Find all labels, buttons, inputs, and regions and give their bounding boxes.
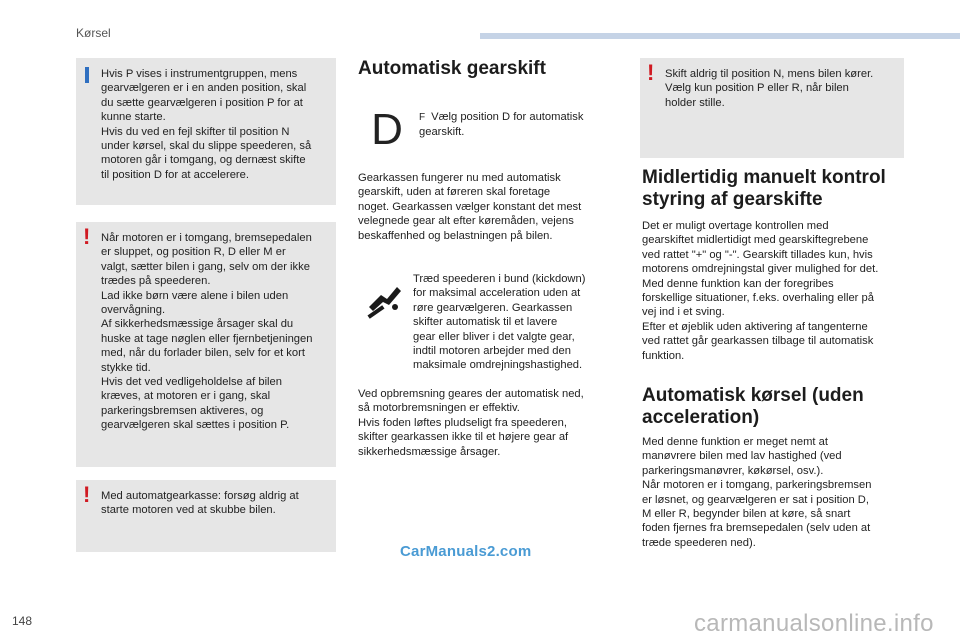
heading-manuelt-kontrol: Midlertidig manuelt kontrol styring af gearskifte <box>642 167 886 210</box>
warning-icon: ! <box>647 60 655 85</box>
paragraph-opbremsning: Ved opbremsning geares der automatisk ned, så motorbremsningen er effektiv. Hvis foden løftes pludseligt fra speederen, skifter gearkassen ikke til et højere gear af sikkerhedsmæssige årsager. <box>358 388 584 458</box>
warning-box-position-n <box>640 58 904 158</box>
paragraph-gearkassen: Gearkassen fungerer nu med automatisk gearskift, uden at føreren skal foretage noget. Gearkassen vælger konstant det mest velegnede gear alt efter køremåden, vejens beskaffenhed og belastningen på bilen. <box>358 172 582 242</box>
paragraph-manuelt: Det er muligt overtage kontrollen med gearskiftet midlertidigt med gearskiftegrebene ved rattet "+" og "-". Gearskift tillades kun, hvis motorens omdrejningstal giver mulighed for det. Med denne funktion kan der foregribes forskellige situationer, f.eks. overhaling eller på vej ind i et sving. Efter et øjeblik uden aktivering af tangenterne ved rattet går gearkassen tilbage til automatisk funktion. <box>642 220 879 362</box>
info-box-text: Hvis P vises i instrumentgruppen, mens gearvælgeren er i en anden position, skal du sætte gearvælgeren i position P for at kunne starte. Hvis du ved en fejl skifter til position N under kørsel, skal du slippe speederen, så motoren går i tomgang, og dernæst skifte til position D for at accelerere. <box>101 68 312 181</box>
warning-box-text: Med automatgearkasse: forsøg aldrig at starte motoren ved at skubbe bilen. <box>101 490 299 517</box>
info-icon <box>85 67 89 83</box>
bullet-flag-icon: F <box>419 112 426 123</box>
warning-icon: ! <box>83 224 91 249</box>
bullet-select-d <box>419 110 615 140</box>
warning-box-skub <box>76 480 336 552</box>
header-bar <box>480 33 960 39</box>
paragraph-automatisk-korsel: Med denne funktion er meget nemt at manøvrere bilen med lav hastighed (ved parkeringsmanøvrer, køkørsel, osv.). Når motoren er i tomgang, parkeringsbremsen er løsnet, og gearvælgeren er sat i position D, M eller R, begynder bilen at køre, så snart foden fjernes fra bremsepedalen (selv uden at træde speederen ned). <box>642 436 872 549</box>
bullet-text: Vælg position D for automatisk gearskift. <box>419 111 584 139</box>
heading-automatisk-korsel: Automatisk kørsel (uden acceleration) <box>642 385 864 428</box>
gear-d-symbol: D <box>371 105 403 154</box>
paragraph-kickdown: Træd speederen i bund (kickdown) for maksimal acceleration uden at røre gearvælgeren. Gearkassen skifter automatisk til et lavere gear eller bliver i det valgte gear, indtil motoren arbejder med den maksimale omdrejningshastighed. <box>413 273 586 372</box>
foot-pedal-icon <box>363 277 405 319</box>
heading-automatisk-gearskift: Automatisk gearskift <box>358 58 546 79</box>
page-number: 148 <box>12 614 33 628</box>
info-box <box>76 58 336 205</box>
watermark-carmanualsonline: carmanualsonline.info <box>694 610 934 637</box>
warning-box-text: Når motoren er i tomgang, bremsepedalen er sluppet, og position R, D eller M er valgt, sætter bilen i gang, selv om der ikke trædes på speederen. Lad ikke børn være alene i bilen uden overvågning. Af sikkerhedsmæssige årsager skal du huske at tage nøglen eller fjernbetjeningen med, når du forlader bilen, selv for et kort stykke tid. Hvis det ved vedligeholdelse af bilen kræves, at motoren er i gang, skal parkeringsbremsen aktiveres, og gearvælgeren skal sættes i position P. <box>101 232 313 432</box>
section-title: Kørsel <box>76 26 111 40</box>
watermark-carmanuals2: CarManuals2.com <box>400 543 532 560</box>
warning-icon: ! <box>83 482 91 507</box>
warning-box-text: Skift aldrig til position N, mens bilen kører. Vælg kun position P eller R, når bilen holder stille. <box>665 68 874 109</box>
warning-box-tomgang <box>76 222 336 467</box>
